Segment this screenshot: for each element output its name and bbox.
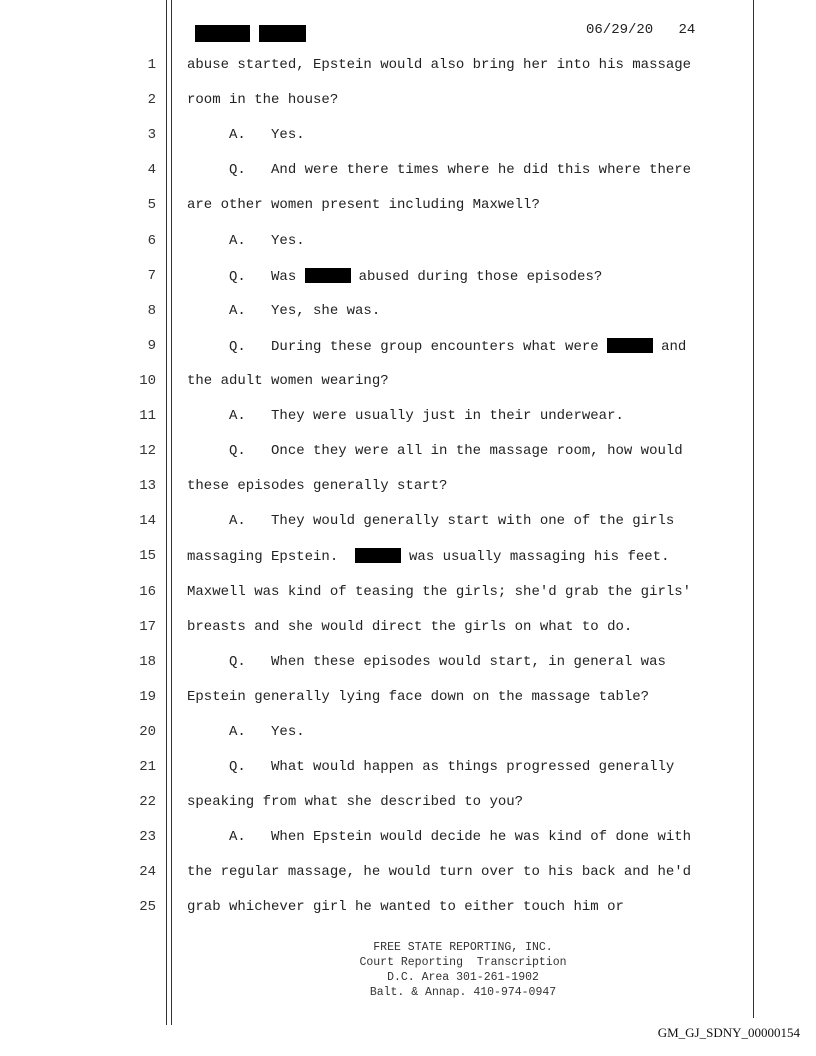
line-number: 18 <box>139 654 156 670</box>
transcript-line <box>187 303 380 319</box>
line-text: are other women present including Maxwell? <box>187 197 540 213</box>
transcript-line <box>187 864 691 880</box>
line-number: 21 <box>139 759 156 775</box>
line-text: room in the house? <box>187 92 339 108</box>
transcript-line <box>187 724 305 740</box>
transcript-line <box>187 584 691 600</box>
line-text: A. Yes. <box>187 724 305 740</box>
line-text: the adult women wearing? <box>187 373 389 389</box>
transcript-line <box>187 197 540 213</box>
transcript-line <box>187 57 691 73</box>
line-number: 8 <box>147 303 156 319</box>
line-number: 22 <box>139 794 156 810</box>
line-text: grab whichever girl he wanted to either touch him or <box>187 899 624 915</box>
line-text: A. Yes, she was. <box>187 303 381 319</box>
line-number: 23 <box>139 829 156 845</box>
footer-balt-phone: Balt. & Annap. 410-974-0947 <box>369 986 557 999</box>
line-text: the regular massage, he would turn over to his back and he'd <box>187 864 692 880</box>
transcript-line <box>187 759 674 775</box>
transcript-line <box>187 513 674 529</box>
transcript-line <box>187 338 686 355</box>
redaction-box <box>195 25 250 42</box>
transcript-line <box>187 162 691 178</box>
line-number: 10 <box>139 373 156 389</box>
line-text: Q. During these group encounters what were <box>187 339 608 355</box>
transcript-line <box>187 373 389 389</box>
line-text: speaking from what she described to you? <box>187 794 524 810</box>
header-date: 06/29/20 <box>586 22 654 38</box>
reporter-footer <box>300 940 626 1000</box>
line-text: massaging Epstein. <box>187 549 356 565</box>
line-number: 24 <box>139 864 156 880</box>
page-number: 24 <box>678 22 696 38</box>
line-number: 7 <box>147 268 156 284</box>
line-text: Q. Once they were all in the massage room, how would <box>187 443 683 459</box>
line-number: 14 <box>139 513 156 529</box>
line-number: 12 <box>139 443 156 459</box>
line-number: 3 <box>147 127 156 143</box>
line-number: 20 <box>139 724 156 740</box>
line-text: A. They would generally start with one of the girls <box>187 513 675 529</box>
line-text: Q. What would happen as things progressed generally <box>187 759 675 775</box>
transcript-line <box>187 443 683 459</box>
transcript-line <box>187 127 305 143</box>
transcript-line <box>187 478 447 494</box>
line-text: Maxwell was kind of teasing the girls; she'd grab the girls' <box>187 584 692 600</box>
footer-service: Court Reporting Transcription <box>359 956 567 969</box>
footer-company: FREE STATE REPORTING, INC. <box>373 941 553 954</box>
line-text: Q. When these episodes would start, in general was <box>187 654 666 670</box>
redaction-box <box>607 338 653 353</box>
line-number: 2 <box>147 92 156 108</box>
line-text: breasts and she would direct the girls on what to do. <box>187 619 633 635</box>
transcript-line <box>187 654 666 670</box>
margin-rule-right <box>753 0 754 1018</box>
line-text: A. Yes. <box>187 233 305 249</box>
transcript-line <box>187 268 602 285</box>
footer-dc-phone: D.C. Area 301-261-1902 <box>387 971 539 984</box>
line-number: 1 <box>147 57 156 73</box>
line-text: A. They were usually just in their underwear. <box>187 408 624 424</box>
bates-number: GM_GJ_SDNY_00000154 <box>657 1025 800 1040</box>
line-text: Q. And were there times where he did this where there <box>187 162 692 178</box>
transcript-line <box>187 794 523 810</box>
redaction-box <box>355 548 401 563</box>
line-number: 9 <box>147 338 156 354</box>
line-number: 4 <box>147 162 156 178</box>
line-text: A. When Epstein would decide he was kind of done with <box>187 829 692 845</box>
transcript-line <box>187 408 624 424</box>
line-number: 19 <box>139 689 156 705</box>
line-number: 11 <box>139 408 156 424</box>
line-number: 15 <box>139 548 156 564</box>
line-text: and <box>661 339 687 355</box>
line-number: 17 <box>139 619 156 635</box>
transcript-line <box>187 233 305 249</box>
line-text: Q. Was <box>187 269 305 285</box>
line-text: abused during those episodes? <box>358 269 603 285</box>
transcript-line <box>187 548 669 565</box>
transcript-line <box>187 619 632 635</box>
line-text: Epstein generally lying face down on the massage table? <box>187 689 650 705</box>
header-date-page <box>586 22 695 38</box>
transcript-line <box>187 829 691 845</box>
line-text: these episodes generally start? <box>187 478 448 494</box>
margin-rule-left-outer <box>166 0 167 1025</box>
line-text: abuse started, Epstein would also bring her into his massage <box>187 57 692 73</box>
transcript-line <box>187 92 338 108</box>
redaction-box <box>259 25 306 42</box>
transcript-line <box>187 899 624 915</box>
line-number: 25 <box>139 899 156 915</box>
line-number: 13 <box>139 478 156 494</box>
transcript-line <box>187 689 649 705</box>
redaction-box <box>305 268 351 283</box>
line-number: 6 <box>147 233 156 249</box>
margin-rule-left-inner <box>171 0 172 1025</box>
line-text: A. Yes. <box>187 127 305 143</box>
line-number: 16 <box>139 584 156 600</box>
line-text: was usually massaging his feet. <box>409 549 670 565</box>
line-number: 5 <box>147 197 156 213</box>
